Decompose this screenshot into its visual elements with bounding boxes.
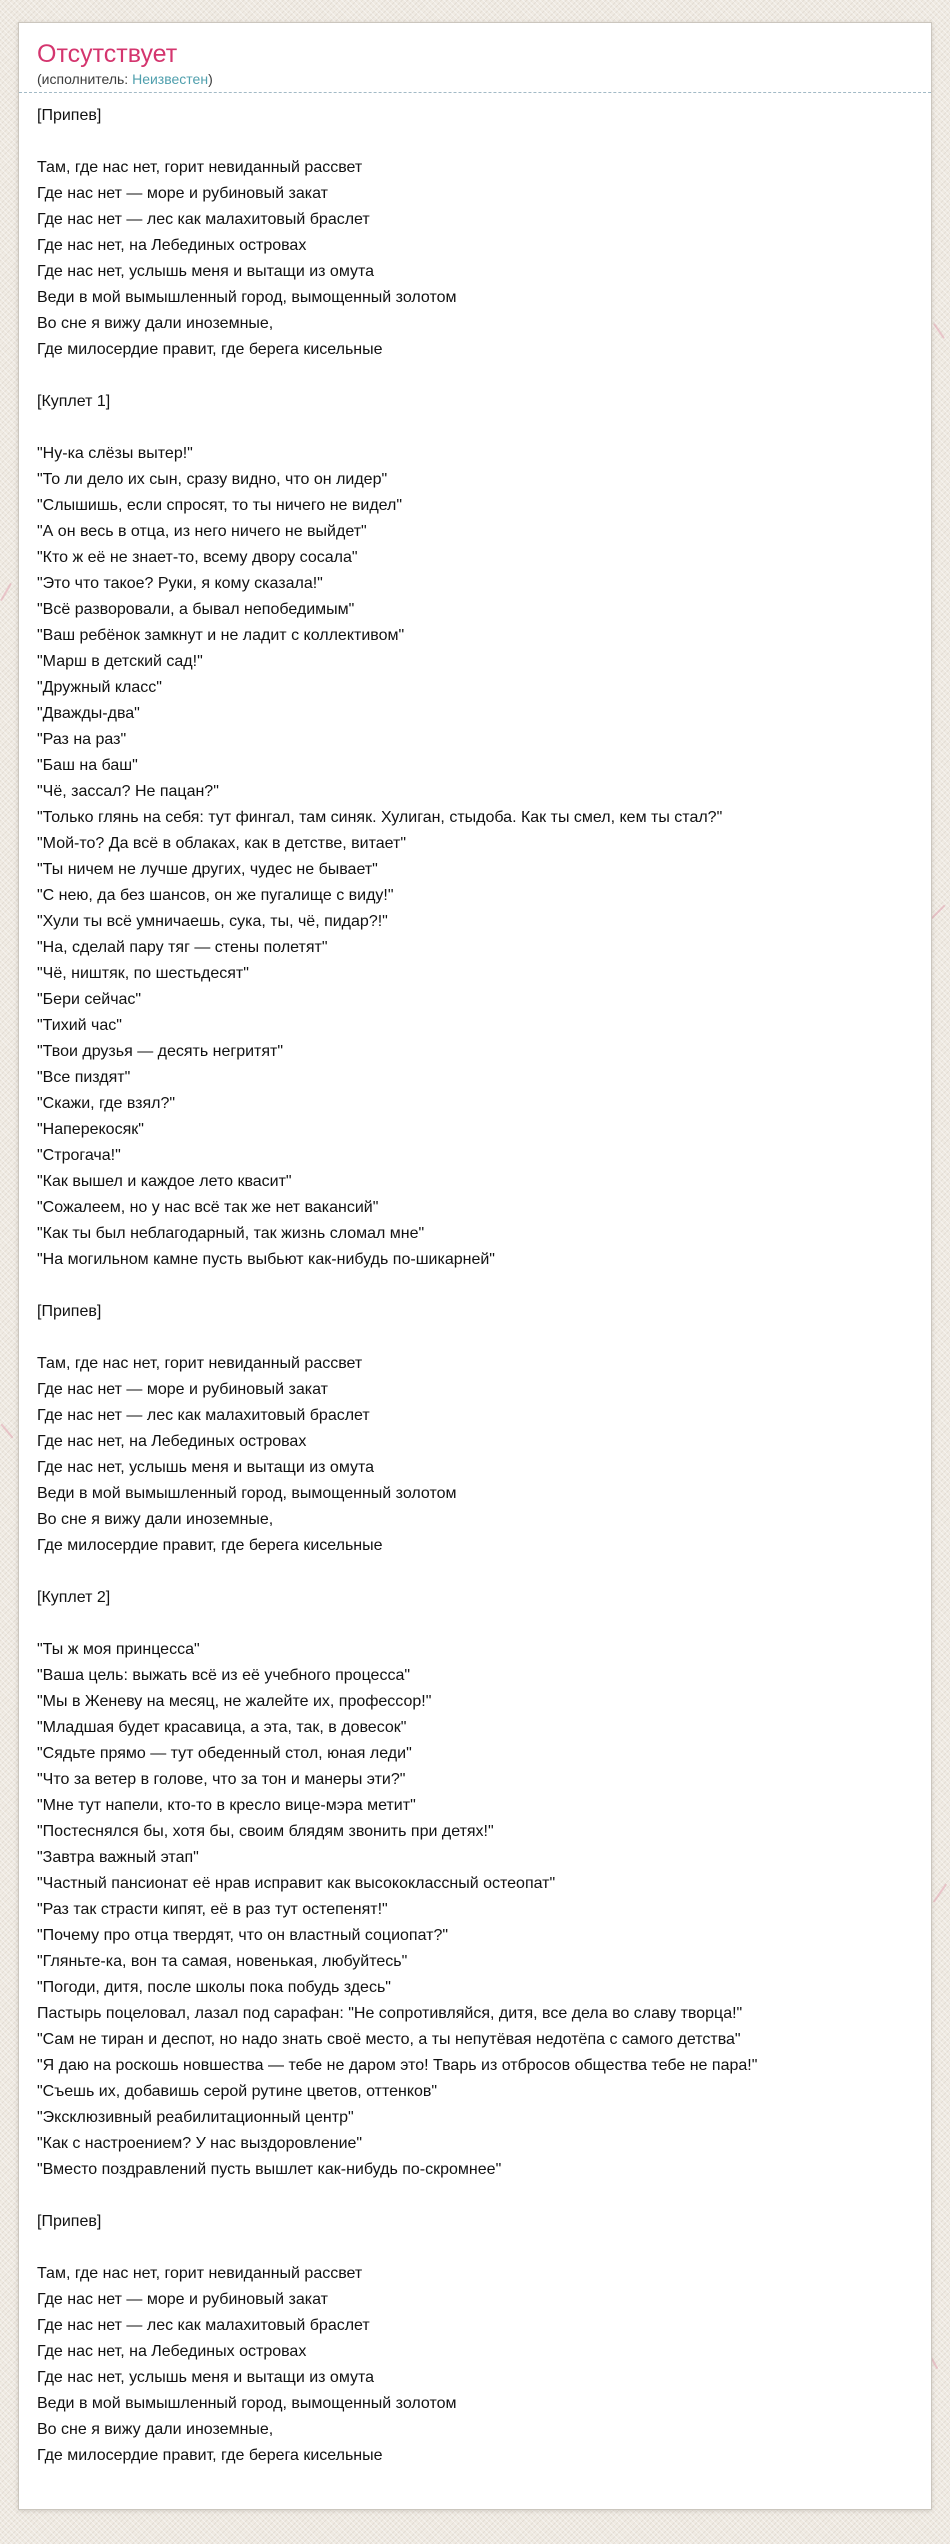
lyric-line: Там, где нас нет, горит невиданный рассвет	[37, 155, 362, 181]
lyric-line: "Мой-то? Да всё в облаках, как в детстве, витает"	[37, 831, 406, 857]
lyric-line: "Слышишь, если спросят, то ты ничего не видел"	[37, 493, 402, 519]
lyric-blank-line	[37, 363, 41, 389]
lyric-line: "Младшая будет красавица, а эта, так, в довесок"	[37, 1715, 406, 1741]
lyric-section-label: [Припев]	[37, 103, 101, 129]
lyric-blank-line	[37, 2183, 41, 2209]
lyric-line: Где нас нет, на Лебединых островах	[37, 2339, 306, 2365]
lyric-line: "Ваша цель: выжать всё из её учебного процесса"	[37, 1663, 410, 1689]
lyric-line: "Вместо поздравлений пусть вышлет как-нибудь по-скромнее"	[37, 2157, 501, 2183]
lyric-line: "Ваш ребёнок замкнут и не ладит с коллективом"	[37, 623, 404, 649]
lyric-blank-line	[37, 415, 41, 441]
lyric-line: "То ли дело их сын, сразу видно, что он лидер"	[37, 467, 387, 493]
lyric-line: "Как вышел и каждое лето квасит"	[37, 1169, 292, 1195]
lyric-line: Где нас нет — море и рубиновый закат	[37, 1377, 328, 1403]
lyric-blank-line	[37, 129, 41, 155]
lyric-line: "Погоди, дитя, после школы пока побудь здесь"	[37, 1975, 391, 2001]
lyric-line: "Чё, зассал? Не пацан?"	[37, 779, 219, 805]
lyric-line: "Мы в Женеву на месяц, не жалейте их, профессор!"	[37, 1689, 431, 1715]
lyric-line: "Постеснялся бы, хотя бы, своим блядям звонить при детях!"	[37, 1819, 494, 1845]
lyric-line: Где нас нет — лес как малахитовый браслет	[37, 207, 370, 233]
lyric-line: "Наперекосяк"	[37, 1117, 144, 1143]
lyric-line: Где нас нет, на Лебединых островах	[37, 233, 306, 259]
lyric-line: "Чё, ништяк, по шестьдесят"	[37, 961, 249, 987]
lyric-line: Во сне я вижу дали иноземные,	[37, 2417, 273, 2443]
lyric-line: "Баш на баш"	[37, 753, 138, 779]
lyric-line: "Ты ж моя принцесса"	[37, 1637, 200, 1663]
lyric-line: "Сядьте прямо — тут обеденный стол, юная леди"	[37, 1741, 412, 1767]
lyric-line: "На могильном камне пусть выбьют как-нибудь по-шикарней"	[37, 1247, 495, 1273]
lyric-line: "Бери сейчас"	[37, 987, 141, 1013]
lyric-line: Где нас нет — море и рубиновый закат	[37, 181, 328, 207]
texture-scratch	[0, 583, 12, 601]
lyric-line: "Ну-ка слёзы вытер!"	[37, 441, 193, 467]
lyric-section-label: [Припев]	[37, 1299, 101, 1325]
lyric-line: "Эксклюзивный реабилитационный центр"	[37, 2105, 354, 2131]
lyric-line: Во сне я вижу дали иноземные,	[37, 311, 273, 337]
lyric-section-label: [Припев]	[37, 2209, 101, 2235]
lyric-line: "Ты ничем не лучше других, чудес не бывает"	[37, 857, 378, 883]
lyric-line: "А он весь в отца, из него ничего не выйдет"	[37, 519, 367, 545]
artist-link[interactable]: Неизвестен	[132, 71, 209, 87]
lyric-line: "Дважды-два"	[37, 701, 140, 727]
lyrics-card	[18, 22, 932, 2510]
lyric-line: "Почему про отца твердят, что он властный социопат?"	[37, 1923, 448, 1949]
texture-scratch	[933, 323, 945, 339]
lyric-blank-line	[37, 1559, 41, 1585]
page-background	[0, 22, 950, 2544]
lyric-blank-line	[37, 2235, 41, 2261]
lyric-line: Где милосердие правит, где берега кисельные	[37, 1533, 383, 1559]
lyric-line: Веди в мой вымышленный город, вымощенный золотом	[37, 1481, 457, 1507]
lyric-line: "Всё разворовали, а бывал непобедимым"	[37, 597, 354, 623]
lyric-line: Пастырь поцеловал, лазал под сарафан: "Не сопротивляйся, дитя, все дела во славу творца!"	[37, 2001, 742, 2027]
lyric-line: "Строгача!"	[37, 1143, 121, 1169]
lyric-line: "Кто ж её не знает-то, всему двору сосала"	[37, 545, 358, 571]
lyric-line: Где милосердие правит, где берега кисельные	[37, 2443, 383, 2469]
lyric-line: "Как с настроением? У нас выздоровление"	[37, 2131, 362, 2157]
lyric-blank-line	[37, 1273, 41, 1299]
lyric-line: "Частный пансионат её нрав исправит как высококлассный остеопат"	[37, 1871, 555, 1897]
lyric-line: "С нею, да без шансов, он же пугалище с виду!"	[37, 883, 394, 909]
lyric-section-label: [Куплет 2]	[37, 1585, 110, 1611]
lyric-line: "Дружный класс"	[37, 675, 162, 701]
lyric-line: "На, сделай пару тяг — стены полетят"	[37, 935, 328, 961]
lyric-line: "Марш в детский сад!"	[37, 649, 203, 675]
lyric-line: "Сожалеем, но у нас всё так же нет вакансий"	[37, 1195, 378, 1221]
lyric-line: "Сам не тиран и деспот, но надо знать своё место, а ты непутёвая недотёпа с самого детства"	[37, 2027, 741, 2053]
lyric-line: Где нас нет, услышь меня и вытащи из омута	[37, 2365, 374, 2391]
lyric-line: "Я даю на роскошь новшества — тебе не даром это! Тварь из отбросов общества тебе не пара!"	[37, 2053, 757, 2079]
lyric-line: Где нас нет, услышь меня и вытащи из омута	[37, 1455, 374, 1481]
lyric-line: "Завтра важный этап"	[37, 1845, 199, 1871]
lyric-line: Веди в мой вымышленный город, вымощенный золотом	[37, 285, 457, 311]
artist-line	[37, 70, 909, 89]
lyric-line: Где нас нет — море и рубиновый закат	[37, 2287, 328, 2313]
lyrics-text	[19, 93, 931, 2469]
lyric-line: "Только глянь на себя: тут фингал, там синяк. Хулиган, стыдоба. Как ты смел, кем ты стал?"	[37, 805, 722, 831]
lyric-line: Где нас нет — лес как малахитовый браслет	[37, 1403, 370, 1429]
lyric-line: "Раз на раз"	[37, 727, 126, 753]
song-title: Отсутствует	[37, 40, 178, 68]
lyric-line: "Мне тут напели, кто-то в кресло вице-мэра метит"	[37, 1793, 416, 1819]
artist-label: (исполнитель:	[37, 71, 129, 87]
lyric-line: Где нас нет, на Лебединых островах	[37, 1429, 306, 1455]
lyric-line: "Скажи, где взял?"	[37, 1091, 175, 1117]
lyric-line: Там, где нас нет, горит невиданный рассвет	[37, 2261, 362, 2287]
song-header	[19, 23, 931, 93]
lyric-line: "Гляньте-ка, вон та самая, новенькая, любуйтесь"	[37, 1949, 407, 1975]
lyric-line: "Что за ветер в голове, что за тон и манеры эти?"	[37, 1767, 405, 1793]
texture-scratch	[933, 1883, 947, 1902]
lyric-line: Во сне я вижу дали иноземные,	[37, 1507, 273, 1533]
lyric-line: "Твои друзья — десять негритят"	[37, 1039, 283, 1065]
lyric-section-label: [Куплет 1]	[37, 389, 110, 415]
lyric-line: "Хули ты всё умничаешь, сука, ты, чё, пидар?!"	[37, 909, 388, 935]
artist-label-close: )	[208, 71, 213, 87]
lyric-line: "Съешь их, добавишь серой рутине цветов, оттенков"	[37, 2079, 437, 2105]
lyric-line: Веди в мой вымышленный город, вымощенный золотом	[37, 2391, 457, 2417]
lyric-line: Где нас нет — лес как малахитовый браслет	[37, 2313, 370, 2339]
lyric-line: Где нас нет, услышь меня и вытащи из омута	[37, 259, 374, 285]
lyric-line: "Тихий час"	[37, 1013, 122, 1039]
lyric-line: "Это что такое? Руки, я кому сказала!"	[37, 571, 323, 597]
lyric-line: "Все пиздят"	[37, 1065, 130, 1091]
lyric-blank-line	[37, 1611, 41, 1637]
lyric-line: Там, где нас нет, горит невиданный рассвет	[37, 1351, 362, 1377]
lyric-line: Где милосердие правит, где берега кисельные	[37, 337, 383, 363]
lyric-line: "Раз так страсти кипят, её в раз тут остепенят!"	[37, 1897, 388, 1923]
lyric-line: "Как ты был неблагодарный, так жизнь сломал мне"	[37, 1221, 424, 1247]
texture-scratch	[0, 1423, 13, 1438]
lyric-blank-line	[37, 1325, 41, 1351]
